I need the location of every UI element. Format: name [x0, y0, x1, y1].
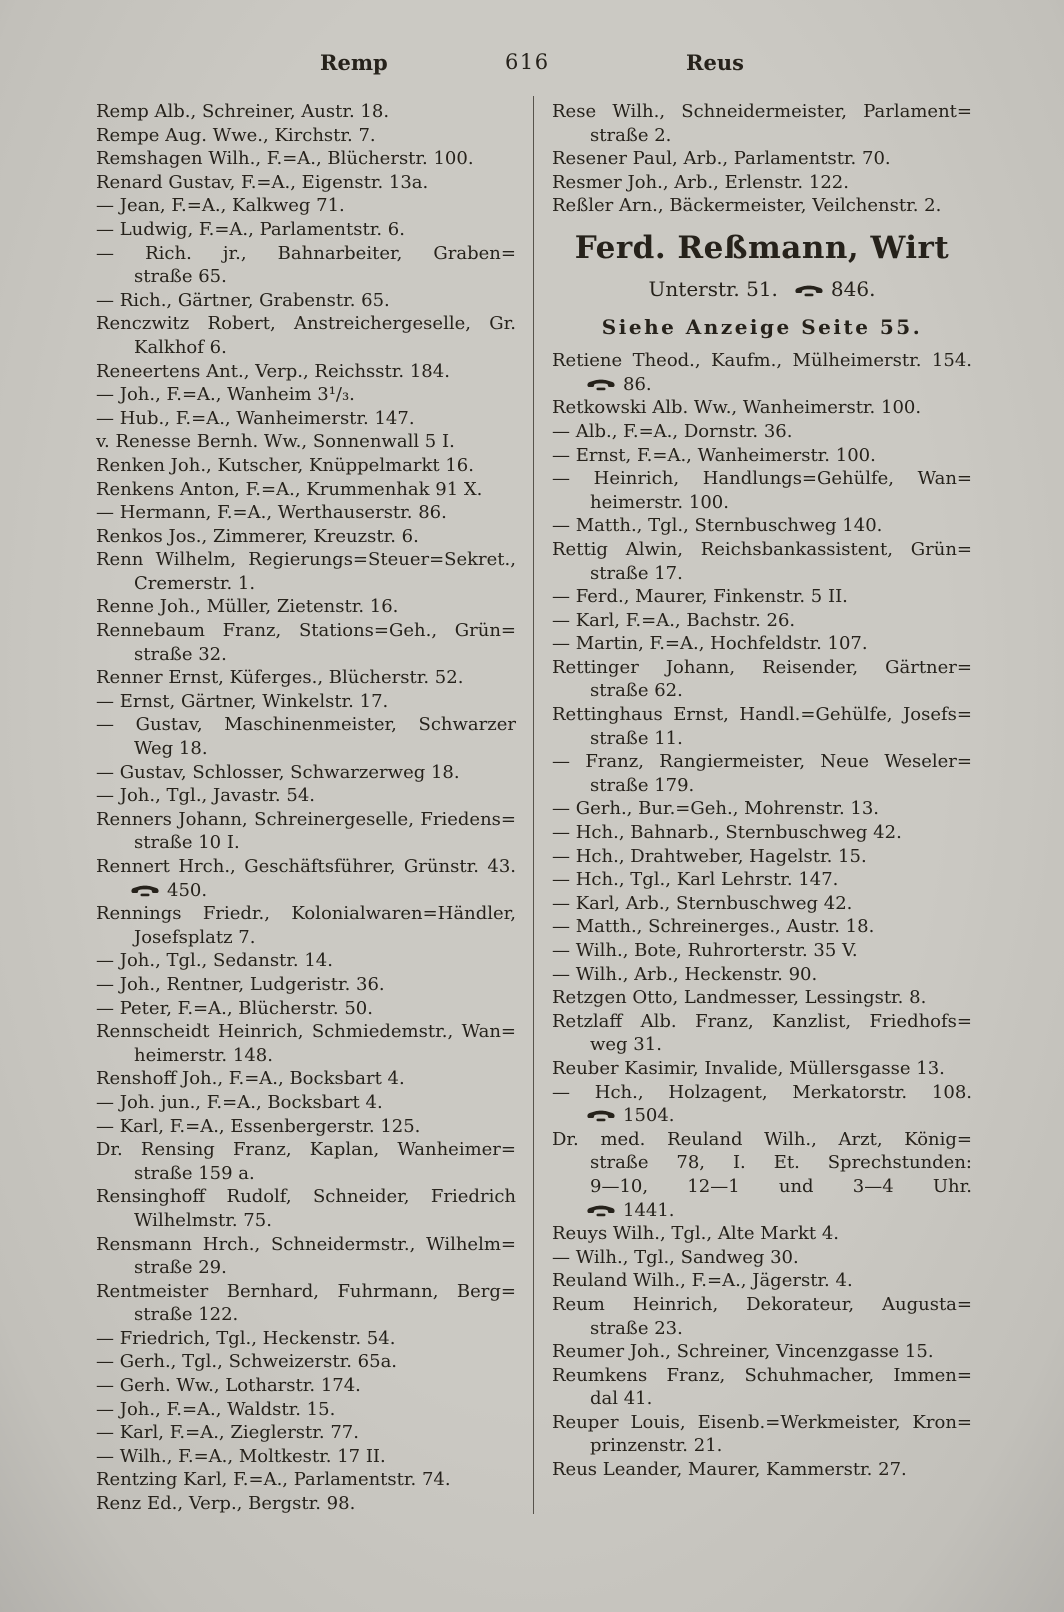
entry-line: — Jean, F.=A., Kalkweg 71. [96, 195, 345, 217]
directory-entry [552, 420, 972, 444]
entry-line: Renken Joh., Kutscher, Knüppelmarkt 16. [96, 454, 474, 476]
entry-line: prinzenstr. 21. [590, 1435, 723, 1457]
directory-entry [552, 1364, 972, 1411]
entry-line: Renne Joh., Müller, Zietenstr. 16. [96, 596, 399, 618]
directory-entry [96, 1115, 516, 1139]
entry-line: — Karl, F.=A., Bachstr. 26. [552, 609, 796, 631]
entry-line: Rensinghoff Rudolf, Schneider, Friedrich [96, 1186, 516, 1208]
entry-line: straße 11. [590, 727, 683, 749]
entry-line: Renner Ernst, Küferges., Blücherstr. 52. [96, 667, 464, 689]
directory-entry [552, 1057, 972, 1081]
entry-line: straße 32. [134, 643, 227, 665]
directory-entry [96, 1138, 516, 1185]
page-number: 616 [505, 50, 550, 74]
entry-line: — Joh., F.=A., Wanheim 3¹/₃. [96, 384, 355, 406]
phone-line [552, 1199, 972, 1223]
directory-entry [552, 703, 972, 750]
phone-line [552, 373, 972, 397]
header-keyword-right: Reus [686, 50, 744, 75]
entry-line: straße 29. [134, 1257, 227, 1279]
entry-line: Reuland Wilh., F.=A., Jägerstr. 4. [552, 1270, 853, 1292]
directory-entry [552, 171, 972, 195]
entry-line: Resmer Joh., Arb., Erlenstr. 122. [552, 171, 849, 193]
directory-entry [96, 595, 516, 619]
entry-line: Wilhelmstr. 75. [134, 1209, 272, 1231]
entry-line: — Franz, Rangiermeister, Neue Weseler= [552, 751, 972, 773]
directory-entry [552, 892, 972, 916]
directory-entry [552, 349, 972, 396]
directory-entry [552, 1128, 972, 1222]
directory-entry [96, 666, 516, 690]
directory-entry [96, 501, 516, 525]
entry-line: — Friedrich, Tgl., Heckenstr. 54. [96, 1327, 396, 1349]
directory-entry [552, 1340, 972, 1364]
directory-entry [552, 915, 972, 939]
entry-line: straße 10 I. [134, 832, 240, 854]
entry-line: straße 78, I. Et. Sprechstunden: [590, 1152, 972, 1174]
directory-entry [96, 100, 516, 124]
directory-entry [96, 1327, 516, 1351]
entry-line: Reum Heinrich, Dekorateur, Augusta= [552, 1293, 972, 1315]
directory-entry [96, 1445, 516, 1469]
directory-entry [96, 902, 516, 949]
entry-line: — Joh., Tgl., Sedanstr. 14. [96, 950, 333, 972]
ad-street: Unterstr. 51. [648, 276, 778, 301]
phone-line [96, 879, 516, 903]
phone-icon [130, 884, 160, 897]
directory-entry [96, 808, 516, 855]
phone-number: 1504. [623, 1105, 675, 1127]
directory-entry [96, 407, 516, 431]
entry-line: weg 31. [590, 1034, 662, 1056]
entry-line: — Matth., Schreinerges., Austr. 18. [552, 916, 875, 938]
entry-line: Reumer Joh., Schreiner, Vincenzgasse 15. [552, 1341, 934, 1363]
directory-entry [96, 1185, 516, 1232]
entry-line: Kalkhof 6. [134, 336, 227, 358]
entry-line: — Wilh., F.=A., Moltkestr. 17 II. [96, 1445, 386, 1467]
directory-entry [552, 538, 972, 585]
phone-icon [586, 1109, 616, 1122]
entry-line: — Hch., Holzagent, Merkatorstr. 108. [552, 1081, 972, 1103]
entry-line: Rennebaum Franz, Stations=Geh., Grün= [96, 620, 516, 642]
entry-line: straße 62. [590, 680, 683, 702]
directory-entry [96, 619, 516, 666]
entry-line: — Martin, F.=A., Hochfeldstr. 107. [552, 633, 868, 655]
directory-entry [96, 1067, 516, 1091]
entry-line: Rempe Aug. Wwe., Kirchstr. 7. [96, 124, 376, 146]
entry-line: straße 23. [590, 1317, 683, 1339]
phone-icon [586, 1204, 616, 1217]
header-keyword-left: Remp [320, 50, 388, 75]
entry-line: — Rich., Gärtner, Grabenstr. 65. [96, 289, 390, 311]
phone-line [552, 1104, 972, 1128]
entry-line: — Rich. jr., Bahnarbeiter, Graben= [96, 242, 516, 264]
directory-entry [96, 548, 516, 595]
directory-entry [96, 430, 516, 454]
entry-line: Renkens Anton, F.=A., Krummenhak 91 X. [96, 478, 483, 500]
entry-line: Renn Wilhelm, Regierungs=Steuer=Sekret., [96, 549, 516, 571]
directory-entry [96, 1374, 516, 1398]
entry-line: Renkos Jos., Zimmerer, Kreuzstr. 6. [96, 525, 419, 547]
directory-entry [96, 383, 516, 407]
entry-line: — Ferd., Maurer, Finkenstr. 5 II. [552, 586, 848, 608]
entry-line: Reuper Louis, Eisenb.=Werkmeister, Kron= [552, 1411, 972, 1433]
entry-line: — Ludwig, F.=A., Parlamentstr. 6. [96, 218, 405, 240]
entry-line: — Hch., Drahtweber, Hagelstr. 15. [552, 845, 867, 867]
entry-line: — Hermann, F.=A., Werthauserstr. 86. [96, 502, 447, 524]
entry-line: heimerstr. 100. [590, 491, 729, 513]
entry-line: — Heinrich, Handlungs=Gehülfe, Wan= [552, 468, 972, 490]
entry-line: — Gustav, Schlosser, Schwarzerweg 18. [96, 761, 460, 783]
entry-line: — Matth., Tgl., Sternbuschweg 140. [552, 515, 883, 537]
directory-entry [552, 750, 972, 797]
entry-line: — Karl, Arb., Sternbuschweg 42. [552, 892, 853, 914]
entry-line: — Gustav, Maschinenmeister, Schwarzer [96, 714, 516, 736]
entry-line: Renard Gustav, F.=A., Eigenstr. 13a. [96, 171, 429, 193]
entry-line: — Karl, F.=A., Essenbergerstr. 125. [96, 1115, 421, 1137]
directory-entry [552, 1293, 972, 1340]
directory-entry [96, 761, 516, 785]
directory-entry [96, 1020, 516, 1067]
entry-line: — Wilh., Bote, Ruhrorterstr. 35 V. [552, 940, 858, 961]
entry-line: Remshagen Wilh., F.=A., Blücherstr. 100. [96, 148, 474, 170]
entry-line: Rensmann Hrch., Schneidermstr., Wilhelm= [96, 1233, 516, 1255]
entry-line: Rennings Friedr., Kolonialwaren=Händler, [96, 903, 516, 925]
entry-line: — Gerh., Bur.=Geh., Mohrenstr. 13. [552, 798, 880, 820]
directory-entry [96, 1350, 516, 1374]
directory-entry [96, 242, 516, 289]
column-divider [533, 96, 534, 1514]
directory-entry [552, 821, 972, 845]
entry-line: Remp Alb., Schreiner, Austr. 18. [96, 101, 390, 122]
directory-entry [552, 194, 972, 218]
entry-line: straße 17. [590, 562, 683, 584]
entry-line: — Ernst, F.=A., Wanheimerstr. 100. [552, 444, 876, 466]
directory-entry [96, 1280, 516, 1327]
directory-entry [96, 454, 516, 478]
entry-line: heimerstr. 148. [134, 1044, 273, 1066]
directory-entry [552, 939, 972, 963]
directory-entry [552, 444, 972, 468]
directory-entry [96, 997, 516, 1021]
directory-entry [96, 360, 516, 384]
entry-line: — Joh., Tgl., Javastr. 54. [96, 785, 315, 807]
directory-entry [552, 963, 972, 987]
entry-line: Reuber Kasimir, Invalide, Müllersgasse 13. [552, 1057, 945, 1079]
entry-line: Rettinger Johann, Reisender, Gärtner= [552, 656, 972, 678]
entry-line: Retkowski Alb. Ww., Wanheimerstr. 100. [552, 397, 922, 419]
entry-line: Renz Ed., Verp., Bergstr. 98. [96, 1493, 356, 1515]
entry-line: Reuys Wilh., Tgl., Alte Markt 4. [552, 1223, 839, 1245]
entry-line: Reumkens Franz, Schuhmacher, Immen= [552, 1364, 972, 1386]
entry-line: Rettinghaus Ernst, Handl.=Gehülfe, Josefs= [552, 704, 972, 726]
directory-entry [552, 1269, 972, 1293]
entry-line: — Peter, F.=A., Blücherstr. 50. [96, 997, 373, 1019]
entry-line: straße 2. [590, 124, 672, 146]
entry-line: straße 159 a. [134, 1162, 255, 1184]
phone-number: 86. [623, 373, 652, 395]
entry-line: Rese Wilh., Schneidermeister, Parlament= [552, 101, 972, 122]
entry-line: — Hch., Bahnarb., Sternbuschweg 42. [552, 822, 902, 844]
directory-entry [96, 1233, 516, 1280]
directory-entry [96, 218, 516, 242]
entry-line: Retzgen Otto, Landmesser, Lessingstr. 8. [552, 987, 927, 1009]
entry-line: straße 122. [134, 1304, 239, 1326]
entry-line: Rennert Hrch., Geschäftsführer, Grünstr. 43. [96, 856, 516, 877]
directory-entry [96, 784, 516, 808]
directory-entry [552, 868, 972, 892]
directory-entry [96, 1398, 516, 1422]
directory-entry [552, 1010, 972, 1057]
directory-entry [96, 1421, 516, 1445]
directory-entry [96, 1468, 516, 1492]
directory-entry [552, 797, 972, 821]
entry-line: Josefsplatz 7. [134, 926, 256, 948]
entry-line: Reus Leander, Maurer, Kammerstr. 27. [552, 1459, 907, 1481]
entry-line: 9—10, 12—1 und 3—4 Uhr. [590, 1175, 972, 1197]
directory-entry [552, 845, 972, 869]
entry-line: — Joh., Rentner, Ludgeristr. 36. [96, 973, 385, 995]
page-header [0, 50, 1064, 80]
entry-line: Rentzing Karl, F.=A., Parlamentstr. 74. [96, 1469, 451, 1491]
directory-entry [552, 147, 972, 171]
entry-line: Renczwitz Robert, Anstreichergeselle, Gr. [96, 313, 516, 335]
directory-entry [552, 1458, 972, 1482]
entry-line: Renshoff Joh., F.=A., Bocksbart 4. [96, 1068, 405, 1090]
directory-entry [96, 289, 516, 313]
directory-entry [96, 478, 516, 502]
entry-line: Reneertens Ant., Verp., Reichsstr. 184. [96, 360, 450, 382]
ad-note: Siehe Anzeige Seite 55. [601, 314, 923, 339]
directory-entry [552, 609, 972, 633]
entry-line: Weg 18. [134, 738, 208, 760]
directory-entry [96, 690, 516, 714]
entry-line: Resener Paul, Arb., Parlamentstr. 70. [552, 148, 891, 170]
entry-line: — Alb., F.=A., Dornstr. 36. [552, 420, 793, 442]
entry-line: Rentmeister Bernhard, Fuhrmann, Berg= [96, 1280, 516, 1302]
directory-entry [96, 1091, 516, 1115]
entry-line: — Joh., F.=A., Waldstr. 15. [96, 1398, 336, 1420]
entry-line: — Wilh., Arb., Heckenstr. 90. [552, 963, 818, 985]
entry-line: straße 179. [590, 774, 695, 796]
directory-entry [96, 147, 516, 171]
entry-line: Dr. med. Reuland Wilh., Arzt, König= [552, 1128, 972, 1150]
entry-line: Retiene Theod., Kaufm., Mülheimerstr. 154. [552, 350, 972, 372]
entry-line: Retzlaff Alb. Franz, Kanzlist, Friedhofs= [552, 1010, 972, 1032]
directory-entry [552, 467, 972, 514]
directory-entry [552, 100, 972, 147]
entry-line: — Ernst, Gärtner, Winkelstr. 17. [96, 690, 389, 712]
directory-entry [552, 514, 972, 538]
entry-line: Dr. Rensing Franz, Kaplan, Wanheimer= [96, 1139, 516, 1161]
directory-entry [96, 949, 516, 973]
right-column [552, 100, 972, 1482]
phone-icon [794, 284, 824, 297]
entry-line: straße 65. [134, 266, 227, 288]
directory-entry [552, 632, 972, 656]
directory-entry [552, 396, 972, 420]
entry-line: — Gerh. Ww., Lotharstr. 174. [96, 1375, 361, 1397]
directory-entry [552, 1081, 972, 1128]
directory-entry [552, 585, 972, 609]
ad-phone-number: 846. [830, 276, 876, 301]
directory-entry [96, 1492, 516, 1516]
left-column [96, 100, 516, 1516]
directory-entry [96, 194, 516, 218]
directory-entry [552, 1222, 972, 1246]
directory-entry [96, 525, 516, 549]
entry-line: Rennscheidt Heinrich, Schmiedemstr., Wan= [96, 1021, 516, 1043]
directory-entry [96, 171, 516, 195]
entry-line: Cremerstr. 1. [134, 572, 256, 594]
entry-line: Rettig Alwin, Reichsbankassistent, Grün= [552, 538, 972, 560]
directory-entry [96, 855, 516, 902]
ad-title: Ferd. Reßmann, Wirt [574, 229, 950, 266]
entry-line: Reßler Arn., Bäckermeister, Veilchenstr. 2. [552, 195, 942, 217]
entry-line: — Gerh., Tgl., Schweizerstr. 65a. [96, 1351, 398, 1373]
directory-entry [96, 713, 516, 760]
directory-entry [552, 986, 972, 1010]
entry-line: dal 41. [590, 1388, 653, 1410]
entry-line: v. Renesse Bernh. Ww., Sonnenwall 5 I. [96, 431, 455, 453]
advertisement-block [552, 230, 972, 339]
phone-icon [586, 378, 616, 391]
ad-address-line [552, 278, 972, 302]
entry-line: — Wilh., Tgl., Sandweg 30. [552, 1246, 799, 1268]
directory-entry [96, 312, 516, 359]
entry-line: — Joh. jun., F.=A., Bocksbart 4. [96, 1091, 383, 1113]
entry-line: Renners Johann, Schreinergeselle, Friedens= [96, 808, 516, 830]
directory-entry [552, 656, 972, 703]
entry-line: — Hub., F.=A., Wanheimerstr. 147. [96, 407, 415, 429]
directory-entry [552, 1411, 972, 1458]
phone-number: 450. [167, 879, 208, 901]
directory-entry [96, 973, 516, 997]
entry-line: — Karl, F.=A., Zieglerstr. 77. [96, 1422, 359, 1444]
entry-line: — Hch., Tgl., Karl Lehrstr. 147. [552, 869, 839, 891]
directory-entry [96, 124, 516, 148]
directory-entry [552, 1246, 972, 1270]
phone-number: 1441. [623, 1199, 675, 1221]
